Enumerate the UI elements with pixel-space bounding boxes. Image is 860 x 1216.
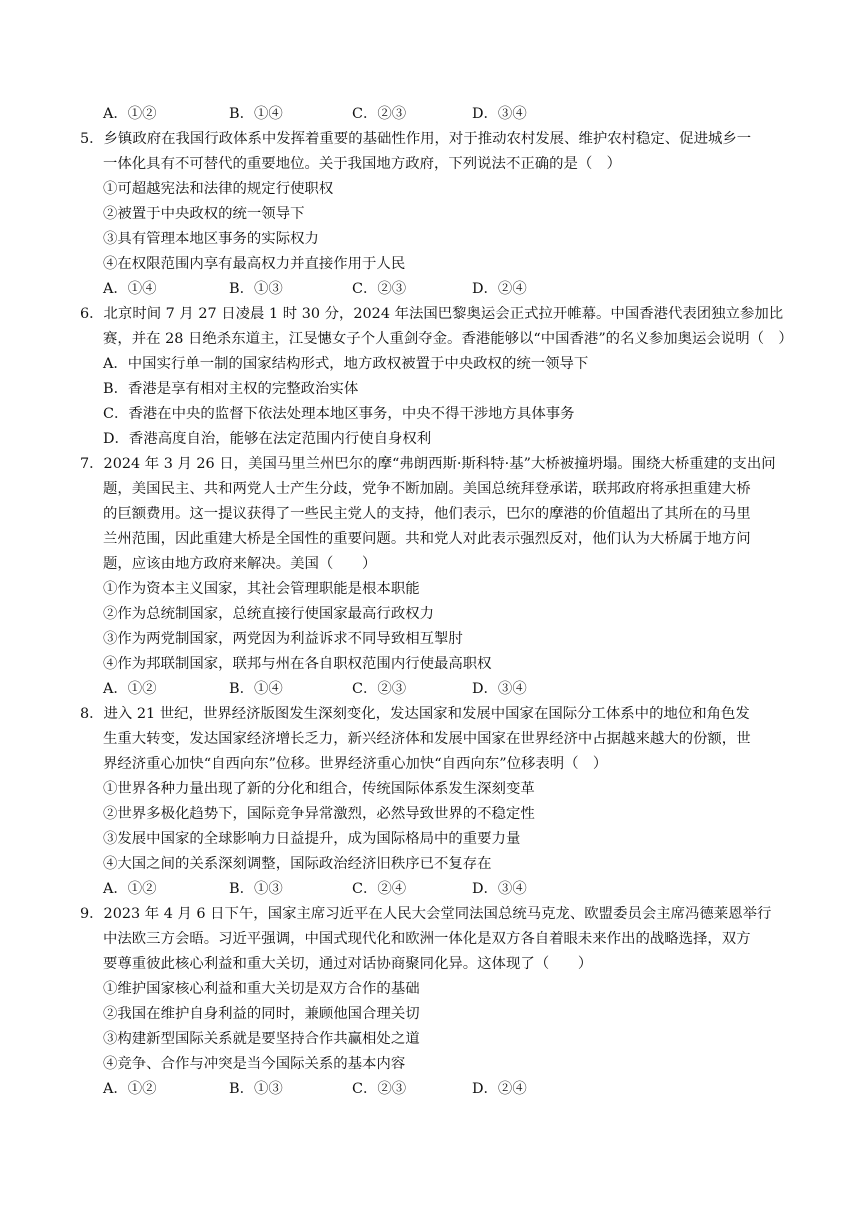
q9-statement-2: ②我国在维护自身利益的同时，兼顾他国合理关切	[103, 1006, 420, 1022]
q5-statement-4: ④在权限范围内享有最高权力并直接作用于人民	[103, 256, 406, 272]
q5-statement-2: ②被置于中央政权的统一领导下	[103, 206, 305, 222]
q8-option-c: C．②④	[352, 881, 407, 897]
q7-statement-2: ②作为总统制国家，总统直接行使国家最高行政权力	[103, 606, 434, 622]
q7-stem-line-1: 7．2024 年 3 月 26 日，美国马里兰州巴尔的摩“弗朗西斯·斯科特·基”大桥被撞坍塌。围绕大桥重建的支出问	[80, 456, 776, 472]
q7-option-d: D．③④	[472, 681, 527, 697]
q8-statement-3: ③发展中国家的全球影响力日益提升，成为国际格局中的重要力量	[103, 831, 521, 847]
q7-option-c: C．②③	[352, 681, 407, 697]
q9-options	[103, 1082, 563, 1100]
q8-statement-1: ①世界各种力量出现了新的分化和组合，传统国际体系发生深刻变革	[103, 781, 535, 797]
q5-options	[103, 282, 563, 300]
q6-choice-c: C．香港在中央的监督下依法处理本地区事务，中央不得干涉地方具体事务	[103, 406, 575, 422]
q9-statement-1: ①维护国家核心利益和重大关切是双方合作的基础	[103, 981, 420, 997]
q7-stem-line-4: 兰州范围，因此重建大桥是全国性的重要问题。共和党人对此表示强烈反对，他们认为大桥属于地方问	[103, 531, 751, 547]
q8-option-b: B．①③	[229, 881, 283, 897]
q7-option-a: A．①②	[103, 681, 157, 697]
q9-stem-line-2: 中法欧三方会晤。习近平强调，中国式现代化和欧洲一体化是双方各自着眼未来作出的战略选择，双方	[103, 931, 751, 947]
q8-stem-line-2: 生重大转变，发达国家经济增长乏力，新兴经济体和发展中国家在世界经济中占据越来越大的份额，世	[103, 731, 751, 747]
q7-stem-line-2: 题，美国民主、共和两党人士产生分歧，党争不断加剧。美国总统拜登承诺，联邦政府将承担重建大桥	[103, 481, 751, 497]
q6-stem-line-1: 6．北京时间 7 月 27 日凌晨 1 时 30 分，2024 年法国巴黎奥运会正式拉开帷幕。中国香港代表团独立参加比	[80, 306, 784, 322]
q5-option-d: D．②④	[472, 281, 527, 297]
q5-stem-line-1: 5．乡镇政府在我国行政体系中发挥着重要的基础性作用，对于推动农村发展、维护农村稳定、促进城乡一	[80, 131, 752, 147]
q9-option-c: C．②③	[352, 1081, 407, 1097]
q6-stem-line-2: 赛，并在 28 日绝杀东道主，江旻憓女子个人重剑夺金。香港能够以“中国香港”的名义参加奥运会说明（ ）	[103, 331, 793, 347]
q5-statement-3: ③具有管理本地区事务的实际权力	[103, 231, 319, 247]
q5-option-b: B．①③	[229, 281, 283, 297]
q9-option-d: D．②④	[472, 1081, 527, 1097]
q8-option-d: D．③④	[472, 881, 527, 897]
q7-option-b: B．①④	[229, 681, 283, 697]
q9-statement-3: ③构建新型国际关系就是要坚持合作共赢相处之道	[103, 1031, 420, 1047]
q6-choice-d: D．香港高度自治，能够在法定范围内行使自身权利	[103, 431, 432, 447]
q7-statement-1: ①作为资本主义国家，其社会管理职能是根本职能	[103, 581, 420, 597]
q7-statement-4: ④作为邦联制国家，联邦与州在各自职权范围内行使最高职权	[103, 656, 492, 672]
q9-option-b: B．①③	[229, 1081, 283, 1097]
q5-statement-1: ①可超越宪法和法律的规定行使职权	[103, 181, 334, 197]
q4-option-c: C．②③	[352, 106, 407, 122]
q4-option-d: D．③④	[472, 106, 527, 122]
q7-stem-line-3: 的巨额费用。这一提议获得了一些民主党人的支持，他们表示，巴尔的摩港的价值超出了其所在的马里	[103, 506, 751, 522]
q8-stem-line-1: 8．进入 21 世纪，世界经济版图发生深刻变化，发达国家和发展中国家在国际分工体系中的地位和角色发	[80, 706, 750, 722]
q5-option-c: C．②③	[352, 281, 407, 297]
q7-options	[103, 682, 563, 700]
q9-option-a: A．①②	[103, 1081, 157, 1097]
q4-options	[103, 107, 563, 125]
q6-choice-b: B．香港是享有相对主权的完整政治实体	[103, 381, 359, 397]
q9-stem-line-1: 9．2023 年 4 月 6 日下午，国家主席习近平在人民大会堂同法国总统马克龙、欧盟委员会主席冯德莱恩举行	[80, 906, 772, 922]
q5-option-a: A．①④	[103, 281, 157, 297]
q8-statement-2: ②世界多极化趋势下，国际竞争异常激烈，必然导致世界的不稳定性	[103, 806, 535, 822]
q7-stem-line-5: 题，应该由地方政府来解决。美国（ ）	[103, 556, 377, 572]
q8-statement-4: ④大国之间的关系深刻调整，国际政治经济旧秩序已不复存在	[103, 856, 492, 872]
q8-options	[103, 882, 563, 900]
q8-stem-line-3: 界经济重心加快“自西向东”位移。世界经济重心加快“自西向东”位移表明（ ）	[103, 756, 608, 772]
q6-choice-a: A．中国实行单一制的国家结构形式，地方政权被置于中央政权的统一领导下	[103, 356, 589, 372]
q8-option-a: A．①②	[103, 881, 157, 897]
q4-option-a: A．①②	[103, 106, 157, 122]
q9-stem-line-3: 要尊重彼此核心利益和重大关切，通过对话协商聚同化异。这体现了（ ）	[103, 956, 593, 972]
q9-statement-4: ④竞争、合作与冲突是当今国际关系的基本内容	[103, 1056, 406, 1072]
q7-statement-3: ③作为两党制国家，两党因为利益诉求不同导致相互掣肘	[103, 631, 463, 647]
q5-stem-line-2: 一体化具有不可替代的重要地位。关于我国地方政府，下列说法不正确的是（ ）	[103, 156, 622, 172]
q4-option-b: B．①④	[229, 106, 283, 122]
